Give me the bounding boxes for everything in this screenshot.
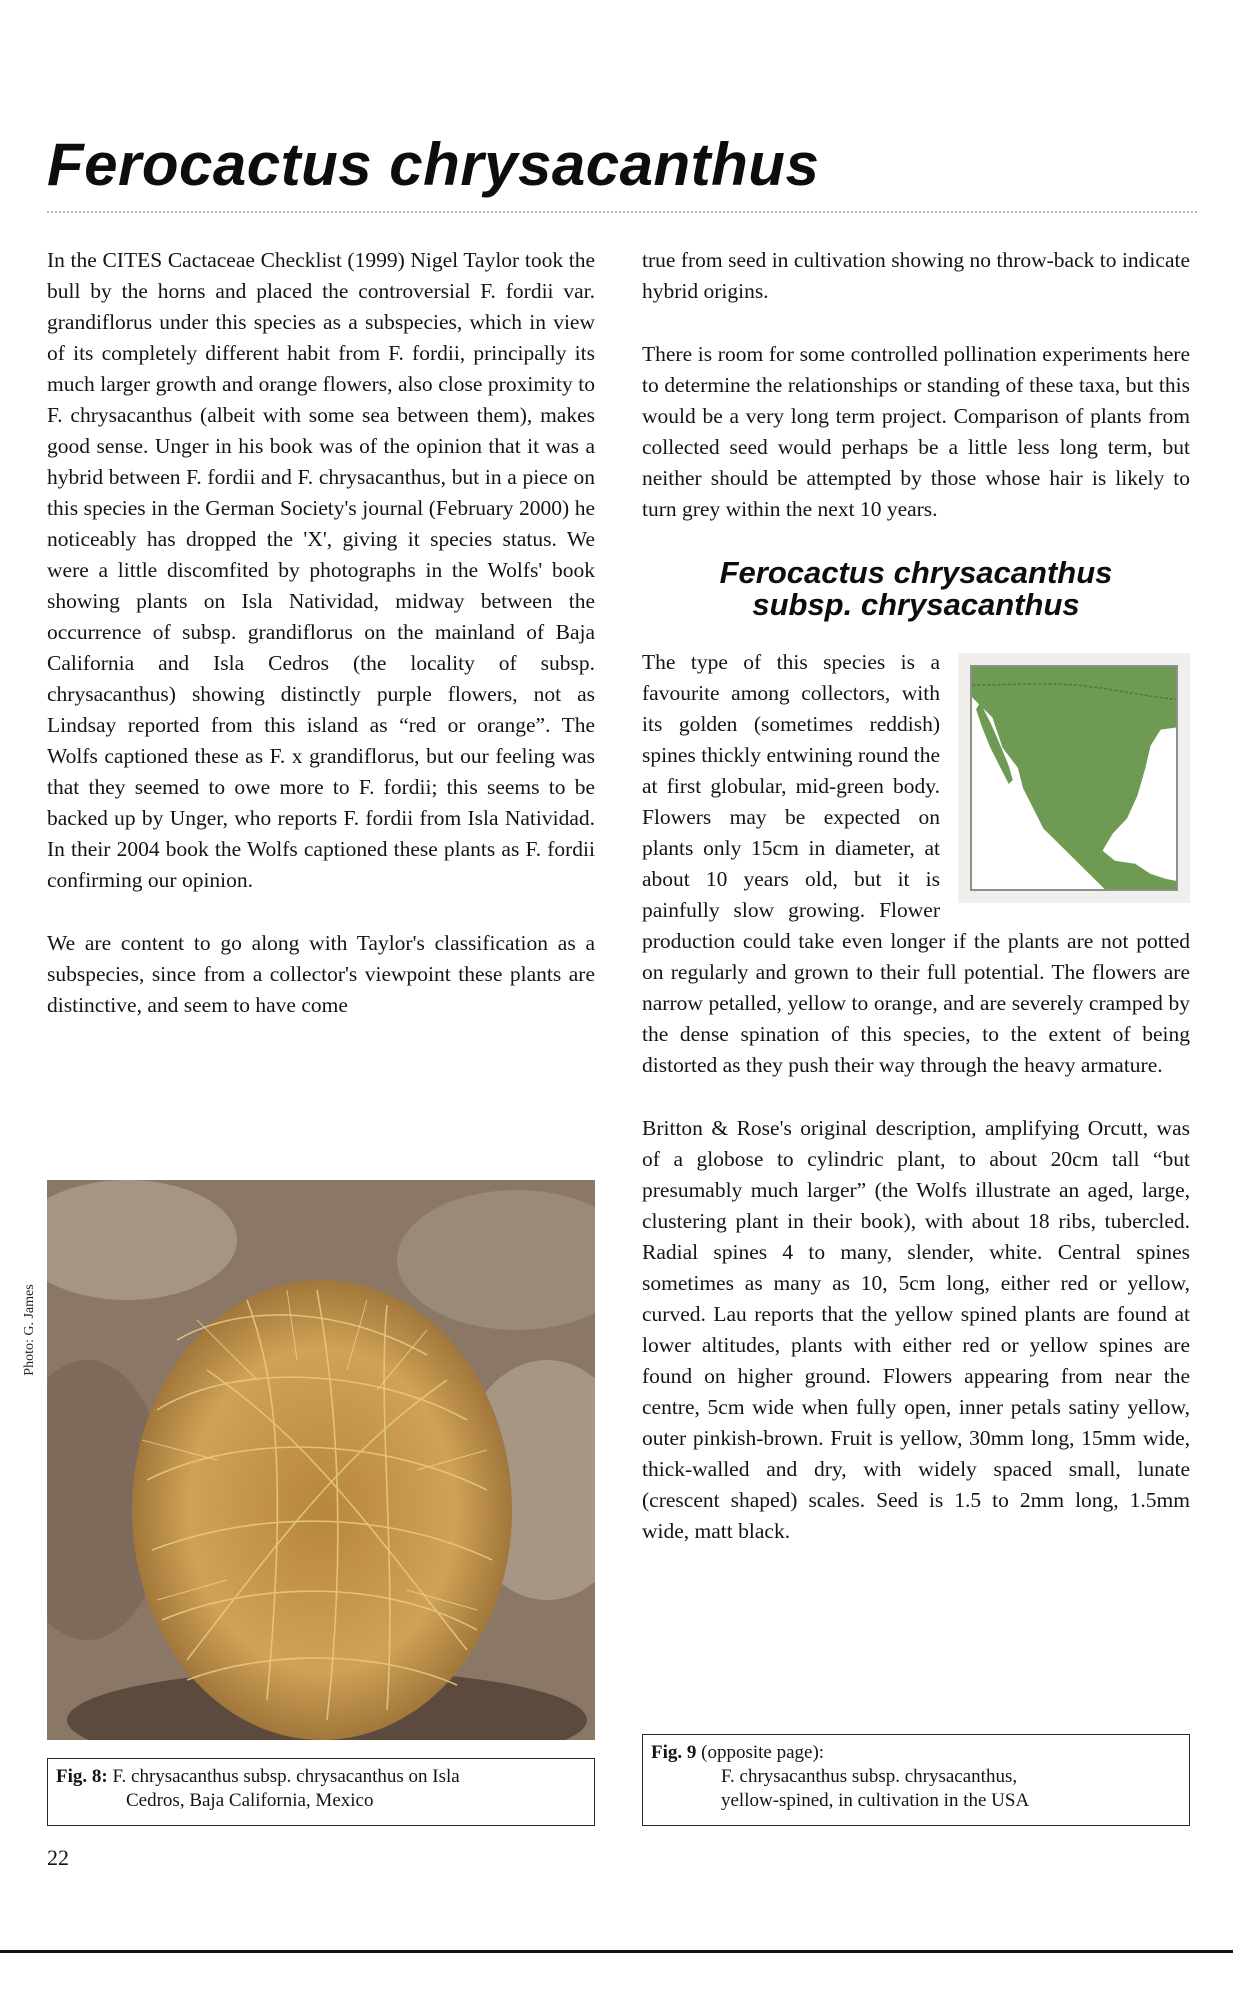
figure-9-line-2: yellow-spined, in cultivation in the USA <box>721 1790 1030 1811</box>
cactus-photo <box>47 1180 595 1740</box>
right-paragraph-2: There is room for some controlled pollination experiments here to determine the relationships or standing of these taxa, but this would be a very long term project. Comparison of plants from collected seed would perhaps be a little less long term, but neither should be attempted by those whose hair is likely to turn grey within the next 10 years. <box>642 342 1190 521</box>
subheading-line-1: Ferocactus chrysacanthus <box>719 555 1113 590</box>
section-subheading <box>642 557 1190 621</box>
photo-credit: Photo: G. James <box>22 1284 37 1376</box>
figure-9-caption <box>642 1734 1190 1826</box>
figure-9-line-1: F. chrysacanthus subsp. chrysacanthus, <box>721 1766 1018 1787</box>
map-frame <box>970 665 1178 891</box>
map-island-marker <box>984 730 988 734</box>
left-paragraph-1: In the CITES Cactaceae Checklist (1999) Nigel Taylor took the bull by the horns and placed the controversial F. fordii var. grandiflorus under this species as a subspecies, which in view of its completely different habit from F. fordii, principally its much larger growth and orange flowers, also close proximity to F. chrysacanthus (albeit with some sea between them), makes good sense. Unger in his book was of the opinion that it was a hybrid between F. fordii and F. chrysacanthus, but in a piece on this species in the German Society's journal (February 2000) he noticeably has dropped the 'X', giving it species status. We were a little discomfited by photographs in the Wolfs' book showing plants on Isla Natividad, midway between the occurrence of subsp. grandiflorus on the mainland of Baja California and Isla Cedros (the locality of subsp. chrysacanthus) showing distinctly purple flowers, not as Lindsay reported from this island as “red or orange”. The Wolfs captioned these as F. x grandiflorus, but our feeling was that they seemed to owe more to F. fordii; this seems to be backed up by Unger, who reports F. fordii from Isla Natividad. In their 2004 book the Wolfs captioned these plants as F. fordii confirming our opinion. <box>47 248 595 892</box>
figure-8-line-2: Cedros, Baja California, Mexico <box>126 1790 374 1811</box>
right-column <box>642 245 1190 1579</box>
figure-8-caption <box>47 1758 595 1826</box>
right-paragraph-4: Britton & Rose's original description, amplifying Orcutt, was of a globose to cylindric plant, to about 20cm tall “but presumably much larger” (the Wolfs illustrate an aged, large, clustering plant in their book), with about 18 ribs, tubercled. Radial spines 4 to many, slender, white. Central spines sometimes as many as 10, 5cm long, either red or yellow, curved. Lau reports that the yellow spined plants are found at lower altitudes, plants with either red or yellow spines are found on higher ground. Flowers appearing from near the centre, 5cm wide when fully open, inner petals satiny yellow, outer pinkish-brown. Fruit is yellow, 30mm long, 15mm wide, thick-walled and dry, with widely spaced small, lunate (crescent shaped) scales. Seed is 1.5 to 2mm long, 1.5mm wide, matt black. <box>642 1116 1190 1543</box>
figure-9-label: Fig. 9 <box>651 1742 697 1763</box>
figure-8-label: Fig. 8: <box>56 1766 108 1787</box>
right-paragraph-3: The type of this species is a favourite among collectors, with its golden (sometimes reddish) spines thickly entwining round the at first globular, mid-green body. Flowers may be expected on plants only 15cm in diameter, at about 10 years old, but it is painfully slow growing. Flower production could take even longer if the plants are not potted on regularly and grown to their full potential. The flowers are narrow petalled, yellow to orange, and are severely cramped by the dense spination of this species, to the extent of being distorted as they push their way through the heavy armature. <box>642 650 1190 1077</box>
right-paragraph-1: true from seed in cultivation showing no throw-back to indicate hybrid origins. <box>642 248 1190 303</box>
left-paragraph-2: We are content to go along with Taylor's classification as a subspecies, since from a collector's viewpoint these plants are distinctive, and seem to have come <box>47 931 595 1017</box>
mexico-map-graphic <box>972 667 1176 889</box>
figure-8-line-1: F. chrysacanthus subsp. chrysacanthus on Isla <box>112 1766 460 1787</box>
figure-9-suffix: (opposite page): <box>701 1742 825 1763</box>
cactus-photo-graphic <box>47 1180 595 1740</box>
left-column <box>47 245 595 1053</box>
title-underline <box>47 211 1197 213</box>
article-title: Ferocactus chrysacanthus <box>47 131 820 198</box>
subheading-line-2: subsp. chrysacanthus <box>752 587 1080 622</box>
distribution-map <box>958 653 1190 903</box>
page-number: 22 <box>47 1845 69 1870</box>
bottom-rule <box>0 1950 1233 1953</box>
